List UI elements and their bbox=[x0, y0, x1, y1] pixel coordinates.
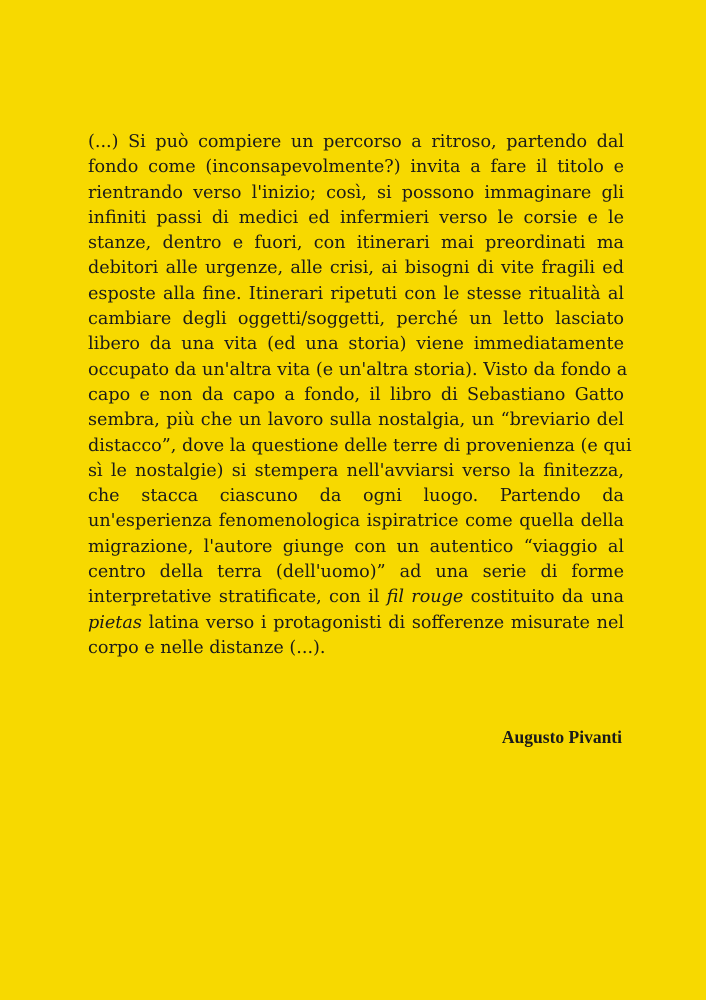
quote-line: libero da una vita (ed una storia) viene immediatamente bbox=[88, 334, 624, 355]
quote-line: un'esperienza fenomenologica ispiratrice come quella della bbox=[88, 511, 624, 532]
italic-word-pietas: pietas bbox=[88, 612, 142, 633]
quote-line: debitori alle urgenze, alle crisi, ai bisogni di vite fragili ed bbox=[88, 258, 624, 279]
quote-line: che stacca ciascuno da ogni luogo. Partendo da bbox=[88, 486, 624, 507]
quote-line: centro della terra (dell'uomo)” ad una serie di forme bbox=[88, 562, 624, 583]
quote-line: infiniti passi di medici ed infermieri verso le corsie e le bbox=[88, 207, 624, 228]
quote-text-segment: latina verso i protagonisti di sofferenze misurate nel bbox=[141, 612, 624, 633]
author-signature: Augusto Pivanti bbox=[501, 727, 622, 747]
quote-line: esposte alla fine. Itinerari ripetuti con le stesse ritualità al bbox=[88, 283, 624, 304]
quote-text-segment: costituito da una bbox=[463, 587, 625, 608]
quote-text bbox=[88, 130, 632, 661]
quote-line: sì le nostalgie) si stempera nell'avviarsi verso la finitezza, bbox=[88, 460, 624, 481]
quote-line: fondo come (inconsapevolmente?) invita a fare il titolo e bbox=[88, 157, 624, 178]
quote-line: distacco”, dove la questione delle terre di provenienza (e qui bbox=[88, 435, 632, 456]
quote-line: sembra, più che un lavoro sulla nostalgia, un “breviario del bbox=[88, 410, 624, 431]
quote-line: migrazione, l'autore giunge con un autentico “viaggio al bbox=[88, 536, 624, 557]
quote-text-segment: interpretative stratificate, con il bbox=[88, 587, 387, 608]
quote-line: capo e non da capo a fondo, il libro di Sebastiano Gatto bbox=[88, 384, 624, 405]
italic-phrase-fil-rouge: fil rouge bbox=[386, 587, 464, 608]
quote-line: occupato da un'altra vita (e un'altra storia). Visto da fondo a bbox=[88, 359, 628, 380]
quote-line bbox=[88, 585, 624, 610]
quote-line: (...) Si può compiere un percorso a ritroso, partendo dal bbox=[88, 132, 624, 152]
quote-line: cambiare degli oggetti/soggetti, perché un letto lasciato bbox=[88, 309, 624, 330]
quote-line bbox=[88, 611, 624, 636]
quote-line: corpo e nelle distanze (...). bbox=[88, 637, 326, 658]
quote-line: rientrando verso l'inizio; così, si possono immaginare gli bbox=[88, 182, 624, 203]
quote-line: stanze, dentro e fuori, con itinerari mai preordinati ma bbox=[88, 233, 624, 254]
